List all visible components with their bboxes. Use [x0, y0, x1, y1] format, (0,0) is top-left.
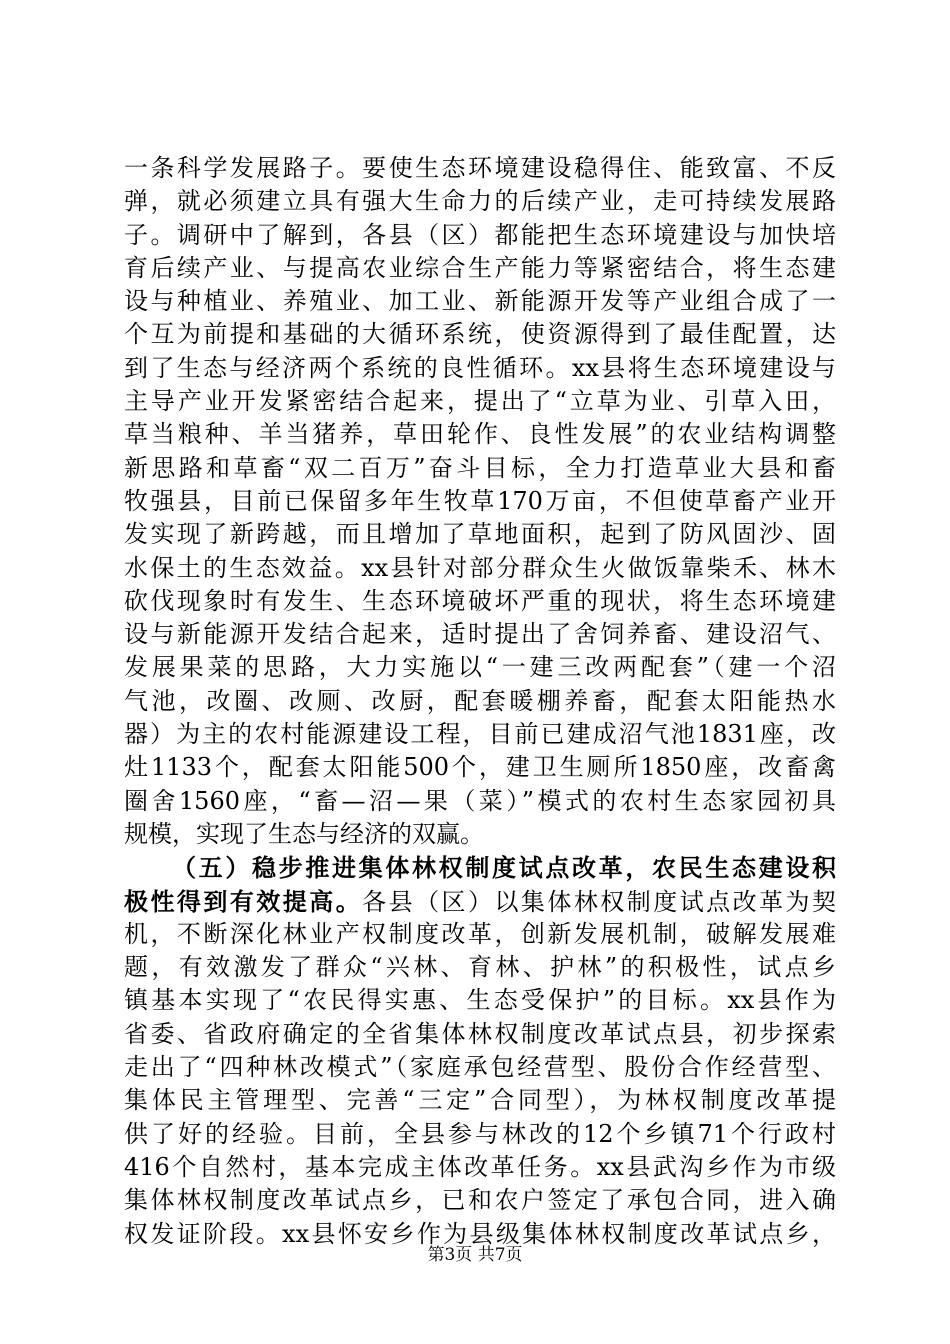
- text-line: 题，有效激发了群众“兴林、育林、护林”的积极性，试点乡: [124, 953, 836, 982]
- text-line: 新思路和草畜“双二百万”奋斗目标，全力打造草业大县和畜: [124, 453, 836, 482]
- text-line: 圈舍1560座，“畜—沼—果（菜）”模式的农村生态家园初具: [124, 786, 836, 815]
- text-line: 发展果菜的思路，大力实施以“一建三改两配套”（建一个沼: [124, 653, 836, 682]
- text-line: 育后续产业、与提高农业综合生产能力等紧密结合，将生态建: [124, 253, 836, 282]
- text-line: 机，不断深化林业产权制度改革，创新发展机制，破解发展难: [124, 919, 836, 948]
- text-line: 发实现了新跨越，而且增加了草地面积，起到了防风固沙、固: [124, 520, 836, 549]
- text-line: 集体民主管理型、完善“三定”合同型），为林权制度改革提: [124, 1086, 836, 1115]
- text-line: 权发证阶段。xx县怀安乡作为县级集体林权制度改革试点乡，: [124, 1219, 836, 1248]
- text-line: 设与种植业、养殖业、加工业、新能源开发等产业组合成了一: [124, 287, 836, 316]
- text-line: [124, 885, 836, 918]
- paragraph-1: [124, 152, 836, 851]
- text-line: 器）为主的农村能源建设工程，目前已建成沼气池1831座，改: [124, 720, 836, 749]
- text-line: 供了好的经验。目前，全县参与林改的12个乡镇71个行政村: [124, 1119, 836, 1148]
- text-line: 灶1133个，配套太阳能500个，建卫生厕所1850座，改畜禽: [124, 753, 836, 782]
- text-line: 主导产业开发紧密结合起来，提出了“立草为业、引草入田，: [124, 387, 836, 416]
- text-line: 到了生态与经济两个系统的良性循环。xx县将生态环境建设与: [124, 353, 836, 382]
- text-line: 镇基本实现了“农民得实惠、生态受保护”的目标。xx县作为: [124, 986, 836, 1015]
- text-line: 416个自然村，基本完成主体改革任务。xx县武沟乡作为市级: [124, 1152, 836, 1181]
- text-line: 草当粮种、羊当猪养，草田轮作、良性发展”的农业结构调整: [124, 420, 836, 449]
- text-line: 省委、省政府确定的全省集体林权制度改革试点县，初步探索: [124, 1019, 836, 1048]
- text-line: 个互为前提和基础的大循环系统，使资源得到了最佳配置，达: [124, 320, 836, 349]
- text-line: 弹，就必须建立具有强大生命力的后续产业，走可持续发展路: [124, 187, 836, 216]
- page-number: 第3页 共7页: [427, 1245, 523, 1265]
- text-line: 设与新能源开发结合起来，适时提出了舍饲养畜、建设沼气、: [124, 620, 836, 649]
- body-text: [124, 152, 836, 1251]
- text-line: 规模，实现了生态与经济的双赢。: [124, 819, 484, 848]
- section-heading-continued: 极性得到有效提高。: [124, 886, 363, 916]
- paragraph-2: [124, 851, 836, 1251]
- text-line: 牧强县，目前已保留多年生牧草170万亩，不但使草畜产业开: [124, 486, 836, 515]
- text-line: 子。调研中了解到，各县（区）都能把生态环境建设与加快培: [124, 220, 836, 249]
- section-heading: （五）稳步推进集体林权制度试点改革，农民生态建设积: [172, 853, 836, 883]
- text-line: 砍伐现象时有发生、生态环境破坏严重的现状，将生态环境建: [124, 586, 836, 615]
- text-line: 气池，改圈、改厕、改厨，配套暖棚养畜，配套太阳能热水: [124, 686, 836, 715]
- text-line: 集体林权制度改革试点乡，已和农户签定了承包合同，进入确: [124, 1186, 836, 1215]
- text-run: 各县（区）以集体林权制度试点改革为契: [362, 887, 836, 916]
- text-line: 水保土的生态效益。xx县针对部分群众生火做饭靠柴禾、林木: [124, 553, 836, 582]
- text-line: 一条科学发展路子。要使生态环境建设稳得住、能致富、不反: [124, 154, 836, 182]
- page-footer: [0, 1244, 950, 1266]
- text-line: 走出了“四种林改模式”（家庭承包经营型、股份合作经营型、: [124, 1053, 836, 1082]
